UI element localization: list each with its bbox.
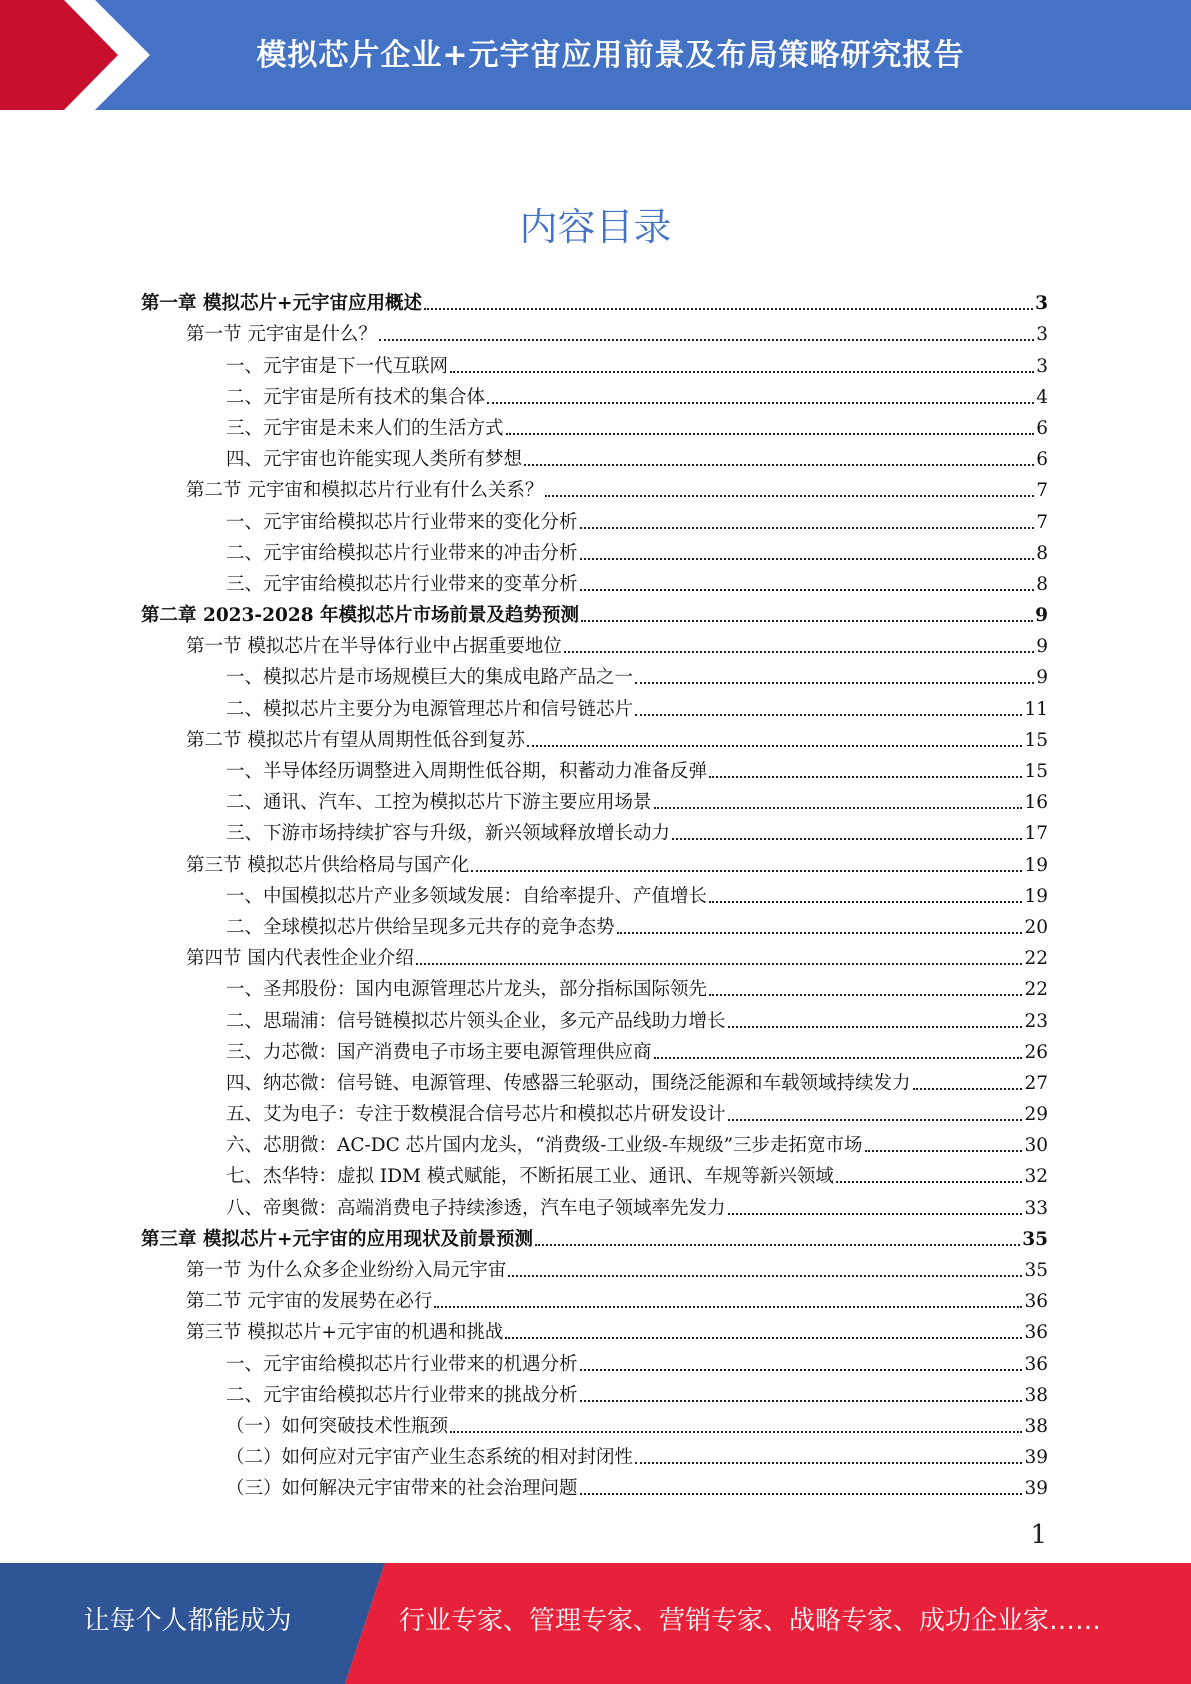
toc-entry-page: 30 — [1024, 1135, 1048, 1157]
toc-leader-dots — [709, 994, 1022, 996]
toc-leader-dots — [524, 464, 1034, 466]
toc-entry[interactable] — [141, 597, 1048, 628]
toc-leader-dots — [564, 651, 1034, 653]
toc-entry-title: 三、元宇宙是未来人们的生活方式 — [226, 417, 504, 439]
toc-leader-dots — [450, 371, 1034, 373]
toc-entry[interactable] — [141, 1189, 1048, 1220]
page-header — [0, 0, 1191, 110]
toc-leader-dots — [654, 807, 1023, 809]
toc-entry[interactable] — [141, 1470, 1048, 1501]
toc-leader-dots — [471, 870, 1022, 872]
toc-entry[interactable] — [141, 722, 1048, 753]
toc-entry-title: 第三节 模拟芯片供给格局与国产化 — [186, 854, 470, 876]
toc-entry-page: 7 — [1036, 511, 1048, 533]
toc-entry-page: 6 — [1036, 449, 1048, 471]
toc-entry-title: 第一节 模拟芯片在半导体行业中占据重要地位 — [186, 636, 562, 658]
toc-entry[interactable] — [141, 1252, 1048, 1283]
toc-leader-dots — [580, 1400, 1023, 1402]
toc-entry[interactable] — [141, 1439, 1048, 1470]
toc-entry-page: 4 — [1036, 386, 1048, 408]
toc-leader-dots — [580, 1369, 1023, 1371]
toc-entry-title: 三、力芯微：国产消费电子市场主要电源管理供应商 — [226, 1041, 652, 1063]
toc-entry-title: （二）如何应对元宇宙产业生态系统的相对封闭性 — [226, 1447, 634, 1469]
toc-entry-page: 8 — [1036, 573, 1048, 595]
toc-leader-dots — [508, 1275, 1022, 1277]
toc-entry-title: 第二节 元宇宙和模拟芯片行业有什么关系？ — [186, 480, 544, 502]
toc-entry[interactable] — [141, 846, 1048, 877]
toc-entry[interactable] — [141, 379, 1048, 410]
toc-entry-title: 七、杰华特：虚拟 IDM 模式赋能，不断拓展工业、通讯、车规等新兴领域 — [226, 1166, 834, 1188]
toc-leader-dots — [535, 1244, 1020, 1246]
toc-entry[interactable] — [141, 1345, 1048, 1376]
toc-entry[interactable] — [141, 1034, 1048, 1065]
toc-entry-title: 二、通讯、汽车、工控为模拟芯片下游主要应用场景 — [226, 792, 652, 814]
table-of-contents — [141, 285, 1048, 1501]
toc-entry[interactable] — [141, 285, 1048, 316]
toc-leader-dots — [580, 558, 1035, 560]
toc-leader-dots — [580, 527, 1035, 529]
toc-entry[interactable] — [141, 472, 1048, 503]
toc-leader-dots — [617, 932, 1023, 934]
toc-entry-page: 8 — [1036, 542, 1048, 564]
toc-entry-page: 36 — [1024, 1322, 1048, 1344]
toc-leader-dots — [836, 1181, 1023, 1183]
toc-leader-dots — [487, 402, 1034, 404]
toc-entry[interactable] — [141, 1065, 1048, 1096]
toc-entry-page: 22 — [1024, 979, 1048, 1001]
toc-leader-dots — [580, 589, 1035, 591]
toc-entry[interactable] — [141, 347, 1048, 378]
toc-entry-title: 六、芯朋微：AC-DC 芯片国内龙头，“消费级-工业级-车规级”三步走拓宽市场 — [226, 1135, 863, 1157]
toc-entry-page: 16 — [1024, 792, 1048, 814]
toc-leader-dots — [865, 1150, 1023, 1152]
toc-entry-title: 一、元宇宙给模拟芯片行业带来的变化分析 — [226, 511, 578, 533]
toc-entry-title: 四、纳芯微：信号链、电源管理、传感器三轮驱动，围绕泛能源和车载领域持续发力 — [226, 1072, 911, 1094]
toc-entry-title: 四、元宇宙也许能实现人类所有梦想 — [226, 449, 523, 471]
toc-entry[interactable] — [141, 410, 1048, 441]
toc-leader-dots — [527, 745, 1023, 747]
toc-entry-title: （三）如何解决元宇宙带来的社会治理问题 — [226, 1478, 578, 1500]
toc-entry-title: 一、元宇宙给模拟芯片行业带来的机遇分析 — [226, 1353, 578, 1375]
toc-entry-page: 19 — [1024, 854, 1048, 876]
toc-entry-title: 第二章 2023-2028 年模拟芯片市场前景及趋势预测 — [141, 605, 580, 627]
toc-entry-title: 一、圣邦股份：国内电源管理芯片龙头，部分指标国际领先 — [226, 979, 708, 1001]
toc-entry-title: 三、下游市场持续扩容与升级，新兴领域释放增长动力 — [226, 823, 671, 845]
toc-entry-title: 第三章 模拟芯片+元宇宙的应用现状及前景预测 — [141, 1228, 533, 1250]
toc-entry-page: 19 — [1024, 885, 1048, 907]
toc-entry-page: 35 — [1022, 1228, 1048, 1250]
toc-leader-dots — [379, 339, 1034, 341]
footer-slogan-left: 让每个人都能成为 — [83, 1606, 292, 1636]
toc-entry[interactable] — [141, 628, 1048, 659]
toc-leader-dots — [635, 1462, 1022, 1464]
toc-heading: 内容目录 — [519, 205, 672, 249]
toc-entry[interactable] — [141, 690, 1048, 721]
toc-leader-dots — [728, 1026, 1023, 1028]
toc-entry-page: 15 — [1024, 761, 1048, 782]
toc-entry-title: 二、元宇宙给模拟芯片行业带来的挑战分析 — [226, 1384, 578, 1406]
toc-entry-page: 15 — [1024, 729, 1048, 751]
toc-leader-dots — [913, 1088, 1023, 1090]
toc-entry-page: 38 — [1024, 1384, 1048, 1406]
toc-entry[interactable] — [141, 909, 1048, 940]
toc-entry[interactable] — [141, 971, 1048, 1002]
toc-entry-title: 一、半导体经历调整进入周期性低谷期，积蓄动力准备反弹 — [226, 761, 708, 782]
toc-entry[interactable] — [141, 441, 1048, 472]
toc-entry-page: 9 — [1036, 636, 1048, 658]
toc-entry-title: 二、元宇宙是所有技术的集合体 — [226, 386, 486, 408]
footer-slogan-right: 行业专家、管理专家、营销专家、战略专家、成功企业家…… — [398, 1606, 1101, 1636]
toc-entry-title: 三、元宇宙给模拟芯片行业带来的变革分析 — [226, 573, 578, 595]
toc-leader-dots — [545, 495, 1034, 497]
toc-entry[interactable] — [141, 940, 1048, 971]
toc-entry-page: 26 — [1024, 1041, 1048, 1063]
toc-entry-page: 39 — [1024, 1447, 1048, 1469]
toc-entry[interactable] — [141, 878, 1048, 909]
toc-entry-page: 23 — [1024, 1010, 1048, 1032]
toc-leader-dots — [581, 620, 1033, 622]
toc-entry-title: 一、中国模拟芯片产业多领域发展：自给率提升、产值增长 — [226, 885, 708, 907]
toc-entry[interactable] — [141, 1283, 1048, 1314]
toc-leader-dots — [635, 714, 1022, 716]
toc-entry-title: 第四节 国内代表性企业介绍 — [186, 948, 414, 970]
toc-leader-dots — [416, 963, 1023, 965]
toc-leader-dots — [654, 1057, 1023, 1059]
toc-entry-page: 7 — [1036, 480, 1048, 502]
toc-leader-dots — [728, 1213, 1023, 1215]
toc-entry-page: 36 — [1024, 1353, 1048, 1375]
toc-entry-page: 27 — [1024, 1072, 1048, 1094]
toc-entry-page: 29 — [1024, 1104, 1048, 1126]
toc-entry-page: 6 — [1036, 417, 1048, 439]
toc-entry-page: 33 — [1024, 1197, 1048, 1219]
toc-entry[interactable] — [141, 535, 1048, 566]
toc-leader-dots — [728, 1119, 1023, 1121]
toc-entry[interactable] — [141, 316, 1048, 347]
toc-entry[interactable] — [141, 1127, 1048, 1158]
toc-leader-dots — [505, 1337, 1022, 1339]
toc-entry-page: 36 — [1024, 1291, 1048, 1313]
report-title: 模拟芯片企业+元宇宙应用前景及布局策略研究报告 — [256, 38, 965, 73]
toc-entry[interactable] — [141, 815, 1048, 846]
toc-entry-page: 11 — [1024, 698, 1048, 720]
toc-entry-title: 八、帝奥微：高端消费电子持续渗透，汽车电子领域率先发力 — [226, 1197, 726, 1219]
page-number: 1 — [1030, 1520, 1047, 1550]
toc-leader-dots — [672, 838, 1022, 840]
toc-entry-page: 35 — [1024, 1260, 1048, 1281]
toc-entry-title: 二、元宇宙给模拟芯片行业带来的冲击分析 — [226, 542, 578, 564]
toc-entry-title: 二、全球模拟芯片供给呈现多元共存的竞争态势 — [226, 916, 615, 938]
toc-entry-page: 38 — [1024, 1415, 1048, 1437]
toc-entry[interactable] — [141, 1377, 1048, 1408]
toc-leader-dots — [450, 1431, 1022, 1433]
toc-leader-dots — [506, 433, 1035, 435]
toc-entry-title: 一、元宇宙是下一代互联网 — [226, 355, 449, 377]
toc-leader-dots — [635, 682, 1034, 684]
toc-entry-page: 9 — [1035, 605, 1048, 627]
toc-leader-dots — [580, 1493, 1023, 1495]
toc-entry-page: 32 — [1024, 1166, 1048, 1188]
toc-entry[interactable] — [141, 1221, 1048, 1252]
toc-leader-dots — [434, 1306, 1022, 1308]
toc-entry[interactable] — [141, 1408, 1048, 1439]
toc-entry-page: 20 — [1024, 916, 1048, 938]
toc-entry[interactable] — [141, 1158, 1048, 1189]
toc-leader-dots — [709, 776, 1022, 778]
toc-leader-dots — [709, 901, 1022, 903]
toc-entry-page: 17 — [1024, 823, 1048, 845]
toc-entry-title: 第二节 元宇宙的发展势在必行 — [186, 1291, 433, 1313]
toc-entry-page: 39 — [1024, 1478, 1048, 1500]
toc-entry-page: 3 — [1036, 355, 1048, 377]
toc-entry[interactable] — [141, 784, 1048, 815]
toc-leader-dots — [424, 308, 1033, 310]
toc-entry-page: 3 — [1035, 293, 1048, 315]
toc-entry[interactable] — [141, 1096, 1048, 1127]
toc-entry-title: 第三节 模拟芯片+元宇宙的机遇和挑战 — [186, 1322, 504, 1344]
toc-entry-title: 第一章 模拟芯片+元宇宙应用概述 — [141, 293, 422, 315]
toc-entry-page: 22 — [1024, 948, 1048, 970]
toc-entry[interactable] — [141, 1002, 1048, 1033]
toc-entry-title: 二、思瑞浦：信号链模拟芯片领头企业，多元产品线助力增长 — [226, 1010, 726, 1032]
toc-entry-page: 3 — [1036, 324, 1048, 346]
toc-entry[interactable] — [141, 753, 1048, 784]
toc-entry-title: 第一节 元宇宙是什么？ — [186, 324, 377, 346]
toc-entry-title: （一）如何突破技术性瓶颈 — [226, 1415, 449, 1437]
toc-entry[interactable] — [141, 503, 1048, 534]
toc-entry[interactable] — [141, 659, 1048, 690]
toc-entry[interactable] — [141, 566, 1048, 597]
toc-entry-page: 9 — [1036, 667, 1048, 689]
toc-entry-title: 一、模拟芯片是市场规模巨大的集成电路产品之一 — [226, 667, 634, 689]
toc-entry-title: 第一节 为什么众多企业纷纷入局元宇宙 — [186, 1260, 507, 1281]
toc-entry-title: 第二节 模拟芯片有望从周期性低谷到复苏 — [186, 729, 525, 751]
toc-entry-title: 二、模拟芯片主要分为电源管理芯片和信号链芯片 — [226, 698, 634, 720]
toc-entry-title: 五、艾为电子：专注于数模混合信号芯片和模拟芯片研发设计 — [226, 1104, 726, 1126]
toc-entry[interactable] — [141, 1314, 1048, 1345]
